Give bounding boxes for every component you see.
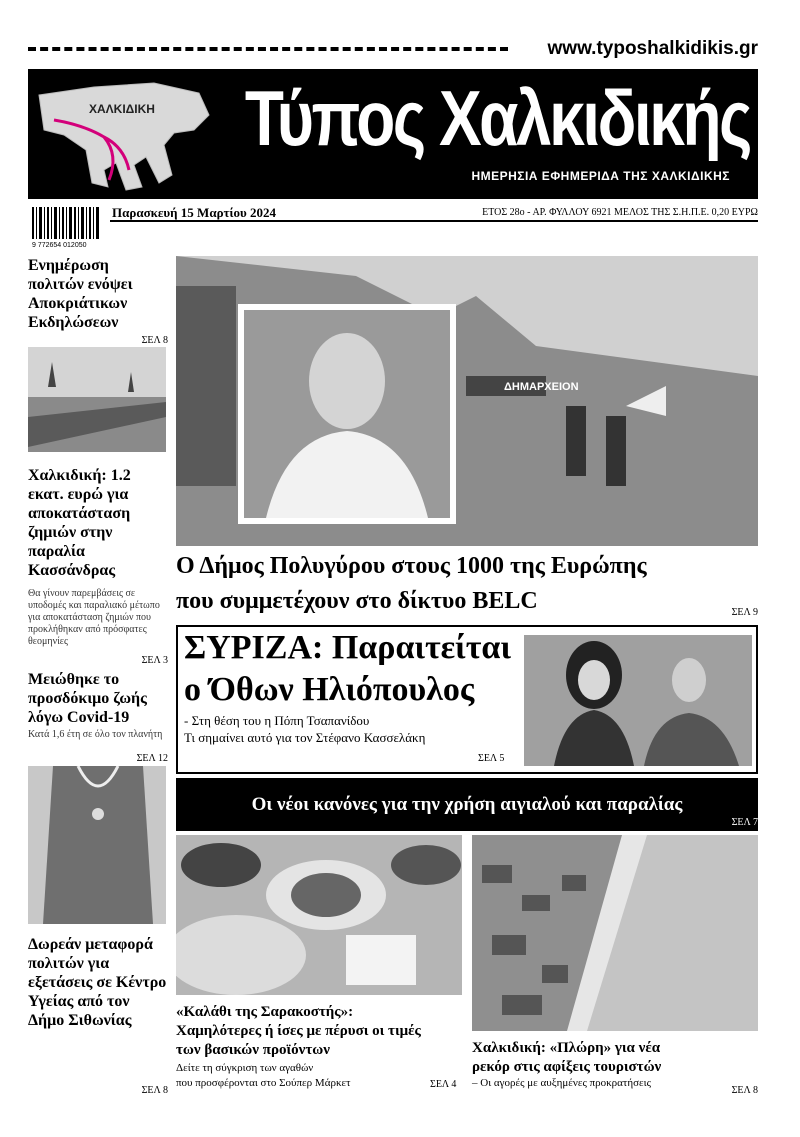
politicians-photo-icon bbox=[524, 635, 752, 766]
issue-date: Παρασκευή 15 Μαρτίου 2024 bbox=[112, 205, 277, 220]
sidebar-story-4-headline[interactable]: Δωρεάν μεταφορά πολιτών για εξετάσεις σε Κέντρο Υγείας από τον Δήμο Σιθωνίας bbox=[28, 936, 167, 1029]
header-dashed-rule bbox=[28, 47, 508, 51]
masthead bbox=[28, 69, 758, 199]
sidebar-story-1-page: ΣΕΛ 8 bbox=[141, 335, 168, 346]
syriza-page: ΣΕΛ 5 bbox=[478, 753, 505, 764]
food-sub-1: Δείτε τη σύγκριση των αγαθών bbox=[176, 1062, 314, 1074]
syriza-story-box bbox=[176, 625, 758, 774]
tourism-sub: – Οι αγορές με αυξημένες προκρατήσεις bbox=[472, 1077, 651, 1089]
newspaper-subtitle: ΗΜΕΡΗΣΙΑ ΕΦΗΜΕΡΙΔΑ ΤΗΣ ΧΑΛΚΙΔΙΚΗΣ bbox=[471, 169, 730, 183]
food-headline-line-3[interactable]: των βασικών προϊόντων bbox=[176, 1042, 330, 1058]
barcode-number: 9 772654 012050 bbox=[32, 242, 87, 249]
map-label: ΧΑΛΚΙΔΙΚΗ bbox=[89, 102, 155, 116]
syriza-headline-line-2[interactable]: ο Όθων Ηλιόπουλος bbox=[184, 671, 475, 708]
syriza-photo bbox=[524, 635, 752, 766]
syriza-sub-2: Τι σημαίνει αυτό για τον Στέφανο Κασσελάκη bbox=[184, 730, 426, 745]
lead-headline-line-1[interactable]: Ο Δήμος Πολυγύρου στους 1000 της Ευρώπης bbox=[176, 553, 647, 579]
aerial-beach-photo-icon bbox=[472, 835, 758, 1031]
sidebar-story-3-photo bbox=[28, 766, 166, 924]
tourism-page: ΣΕΛ 8 bbox=[731, 1085, 758, 1096]
lead-headline-line-2[interactable]: που συμμετέχουν στο δίκτυο BELC bbox=[176, 588, 538, 614]
issue-info: ΕΤΟΣ 28ο - ΑΡ. ΦΥΛΛΟΥ 6921 ΜΕΛΟΣ ΤΗΣ Σ.Η.Π.Ε. 0,20 ΕΥΡΩ bbox=[482, 207, 758, 218]
syriza-sub-1: - Στη θέση του η Πόπη Τσαπανίδου bbox=[184, 713, 370, 728]
town-hall-photo-icon bbox=[176, 256, 758, 546]
lead-page: ΣΕΛ 9 bbox=[731, 607, 758, 618]
banner-text: Οι νέοι κανόνες για την χρήση αιγιαλού και παραλίας bbox=[251, 793, 683, 815]
food-headline-line-2[interactable]: Χαμηλότερες ή ίσες με πέρυσι οι τιμές bbox=[176, 1023, 421, 1039]
food-photo bbox=[176, 835, 462, 995]
lenten-food-photo-icon bbox=[176, 835, 462, 995]
doctor-photo-icon bbox=[28, 766, 166, 924]
beach-photo-icon bbox=[28, 347, 166, 452]
header-rule bbox=[110, 220, 758, 222]
food-page: ΣΕΛ 4 bbox=[430, 1079, 457, 1090]
tourism-photo bbox=[472, 835, 758, 1031]
sidebar-story-1-headline[interactable]: Ενημέρωση πολιτών ενόψει Αποκριάτικων Εκδηλώσεων bbox=[28, 257, 133, 331]
building-sign: ΔΗΜΑΡΧΕΙΟΝ bbox=[504, 381, 579, 393]
coast-rules-banner[interactable] bbox=[176, 778, 758, 831]
chalkidiki-map-icon bbox=[34, 75, 214, 193]
lead-photo bbox=[176, 256, 758, 546]
food-sub-2: που προσφέρονται στο Σούπερ Μάρκετ bbox=[176, 1077, 351, 1089]
banner-page: ΣΕΛ 7 bbox=[731, 817, 758, 828]
sidebar-story-4-page: ΣΕΛ 8 bbox=[141, 1085, 168, 1096]
sidebar-story-3-headline[interactable]: Μειώθηκε το προσδόκιμο ζωής λόγω Covid-19 bbox=[28, 671, 147, 726]
site-url[interactable]: www.typoshalkidikis.gr bbox=[547, 38, 758, 59]
sidebar-story-3-page: ΣΕΛ 12 bbox=[136, 753, 168, 764]
sidebar-story-2-page: ΣΕΛ 3 bbox=[141, 655, 168, 666]
sidebar-story-1-photo bbox=[28, 347, 166, 452]
sidebar-story-2-headline[interactable]: Χαλκιδική: 1.2 εκατ. ευρώ για αποκατάσταση ζημιών στην παραλία Κασσάνδρας bbox=[28, 467, 131, 579]
syriza-headline-line-1[interactable]: ΣΥΡΙΖΑ: Παραιτείται bbox=[184, 629, 511, 666]
sidebar-story-2-summary: Θα γίνουν παρεμβάσεις σε υποδομές και παραλιακό μέτωπο για αποκατάσταση ζημιών που προκλήθηκαν από πρόσφατες θεομηνίες bbox=[28, 588, 160, 647]
tourism-headline-line-2[interactable]: ρεκόρ στις αφίξεις τουριστών bbox=[472, 1059, 662, 1075]
food-headline-line-1[interactable]: «Καλάθι της Σαρακοστής»: bbox=[176, 1004, 354, 1020]
sidebar-story-3-summary: Κατά 1,6 έτη σε όλο τον πλανήτη bbox=[28, 729, 163, 740]
barcode-icon bbox=[30, 205, 106, 249]
newspaper-title: Τύπος Χαλκιδικής bbox=[244, 74, 750, 162]
tourism-headline-line-1[interactable]: Χαλκιδική: «Πλώρη» για νέα bbox=[472, 1040, 661, 1056]
